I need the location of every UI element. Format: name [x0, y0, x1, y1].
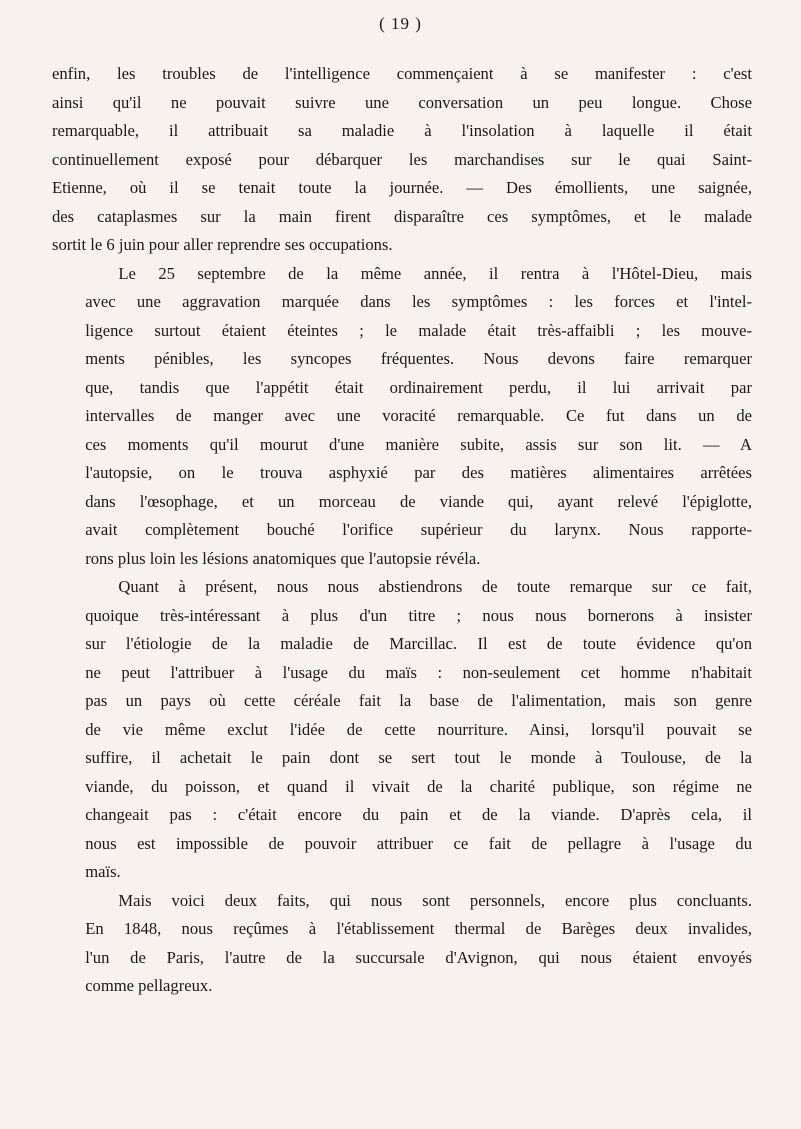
- paragraph: [52, 60, 752, 260]
- text-line: sur l'étiologie de la maladie de Marcillac. Il est de toute évidence qu'on: [85, 634, 752, 653]
- text-line: des cataplasmes sur la main firent disparaître ces symptômes, et le malade: [52, 206, 752, 226]
- text-line: ces moments qu'il mourut d'une manière subite, assis sur son lit. — A: [85, 434, 752, 454]
- text-line: En 1848, nous reçûmes à l'établissement thermal de Barèges deux invalides,: [85, 919, 752, 938]
- text-line: avec une aggravation marquée dans les symptômes : les forces et l'intel-: [85, 292, 752, 311]
- text-line: enfin, les troubles de l'intelligence commençaient à se manifester : c'est: [52, 64, 752, 83]
- text-line: intervalles de manger avec une voracité remarquable. Ce fut dans un de: [85, 406, 752, 425]
- text-line: suffire, il achetait le pain dont se sert tout le monde à Toulouse, de la: [85, 748, 752, 767]
- paragraph: [52, 573, 752, 887]
- page-number: ( 19 ): [379, 14, 422, 33]
- text-line: que, tandis que l'appétit était ordinairement perdu, il lui arrivait par: [85, 377, 752, 397]
- paragraph: [52, 887, 752, 1001]
- text-line: l'un de Paris, l'autre de la succursale d'Avignon, qui nous étaient envoyés: [85, 947, 752, 967]
- text-line: Le 25 septembre de la même année, il rentra à l'Hôtel-Dieu, mais: [118, 263, 752, 283]
- text-line: Quant à présent, nous nous abstiendrons de toute remarque sur ce fait,: [118, 577, 752, 596]
- text-line: ainsi qu'il ne pouvait suivre une conversation un peu longue. Chose: [52, 92, 752, 112]
- text-line: maïs.: [85, 862, 121, 881]
- text-line: l'autopsie, on le trouva asphyxié par des matières alimentaires arrêtées: [85, 463, 752, 482]
- text-line: de vie même exclut l'idée de cette nourriture. Ainsi, lorsqu'il pouvait se: [85, 719, 752, 739]
- text-line: ne peut l'attribuer à l'usage du maïs : non-seulement cet homme n'habitait: [85, 662, 752, 682]
- text-line: remarquable, il attribuait sa maladie à l'insolation à laquelle il était: [52, 121, 752, 140]
- text-line: sortit le 6 juin pour aller reprendre ses occupations.: [52, 235, 393, 254]
- text-line: dans l'œsophage, et un morceau de viande qui, ayant relevé l'épiglotte,: [85, 491, 752, 511]
- text-line: changeait pas : c'était encore du pain et de la viande. D'après cela, il: [85, 805, 752, 824]
- text-line: nous est impossible de pouvoir attribuer ce fait de pellagre à l'usage du: [85, 833, 752, 853]
- text-line: ligence surtout étaient éteintes ; le malade était très-affaibli ; les mouve-: [85, 320, 752, 340]
- text-line: comme pellagreux.: [85, 976, 213, 995]
- paragraph: [52, 260, 752, 574]
- text-line: ments pénibles, les syncopes fréquentes. Nous devons faire remarquer: [85, 349, 752, 368]
- text-line: quoique très-intéressant à plus d'un titre ; nous nous bornerons à insister: [85, 605, 752, 625]
- text-line: viande, du poisson, et quand il vivait de la charité publique, son régime ne: [85, 776, 752, 796]
- text-line: continuellement exposé pour débarquer les marchandises sur le quai Saint-: [52, 149, 752, 169]
- text-line: rons plus loin les lésions anatomiques que l'autopsie révéla.: [85, 548, 481, 568]
- text-line: Mais voici deux faits, qui nous sont personnels, encore plus concluants.: [118, 890, 752, 910]
- body-text: [52, 60, 752, 1001]
- text-line: pas un pays où cette céréale fait la base de l'alimentation, mais son genre: [85, 691, 752, 710]
- text-line: Etienne, où il se tenait toute la journée. — Des émollients, une saignée,: [52, 178, 752, 197]
- text-line: avait complètement bouché l'orifice supérieur du larynx. Nous rapporte-: [85, 520, 752, 539]
